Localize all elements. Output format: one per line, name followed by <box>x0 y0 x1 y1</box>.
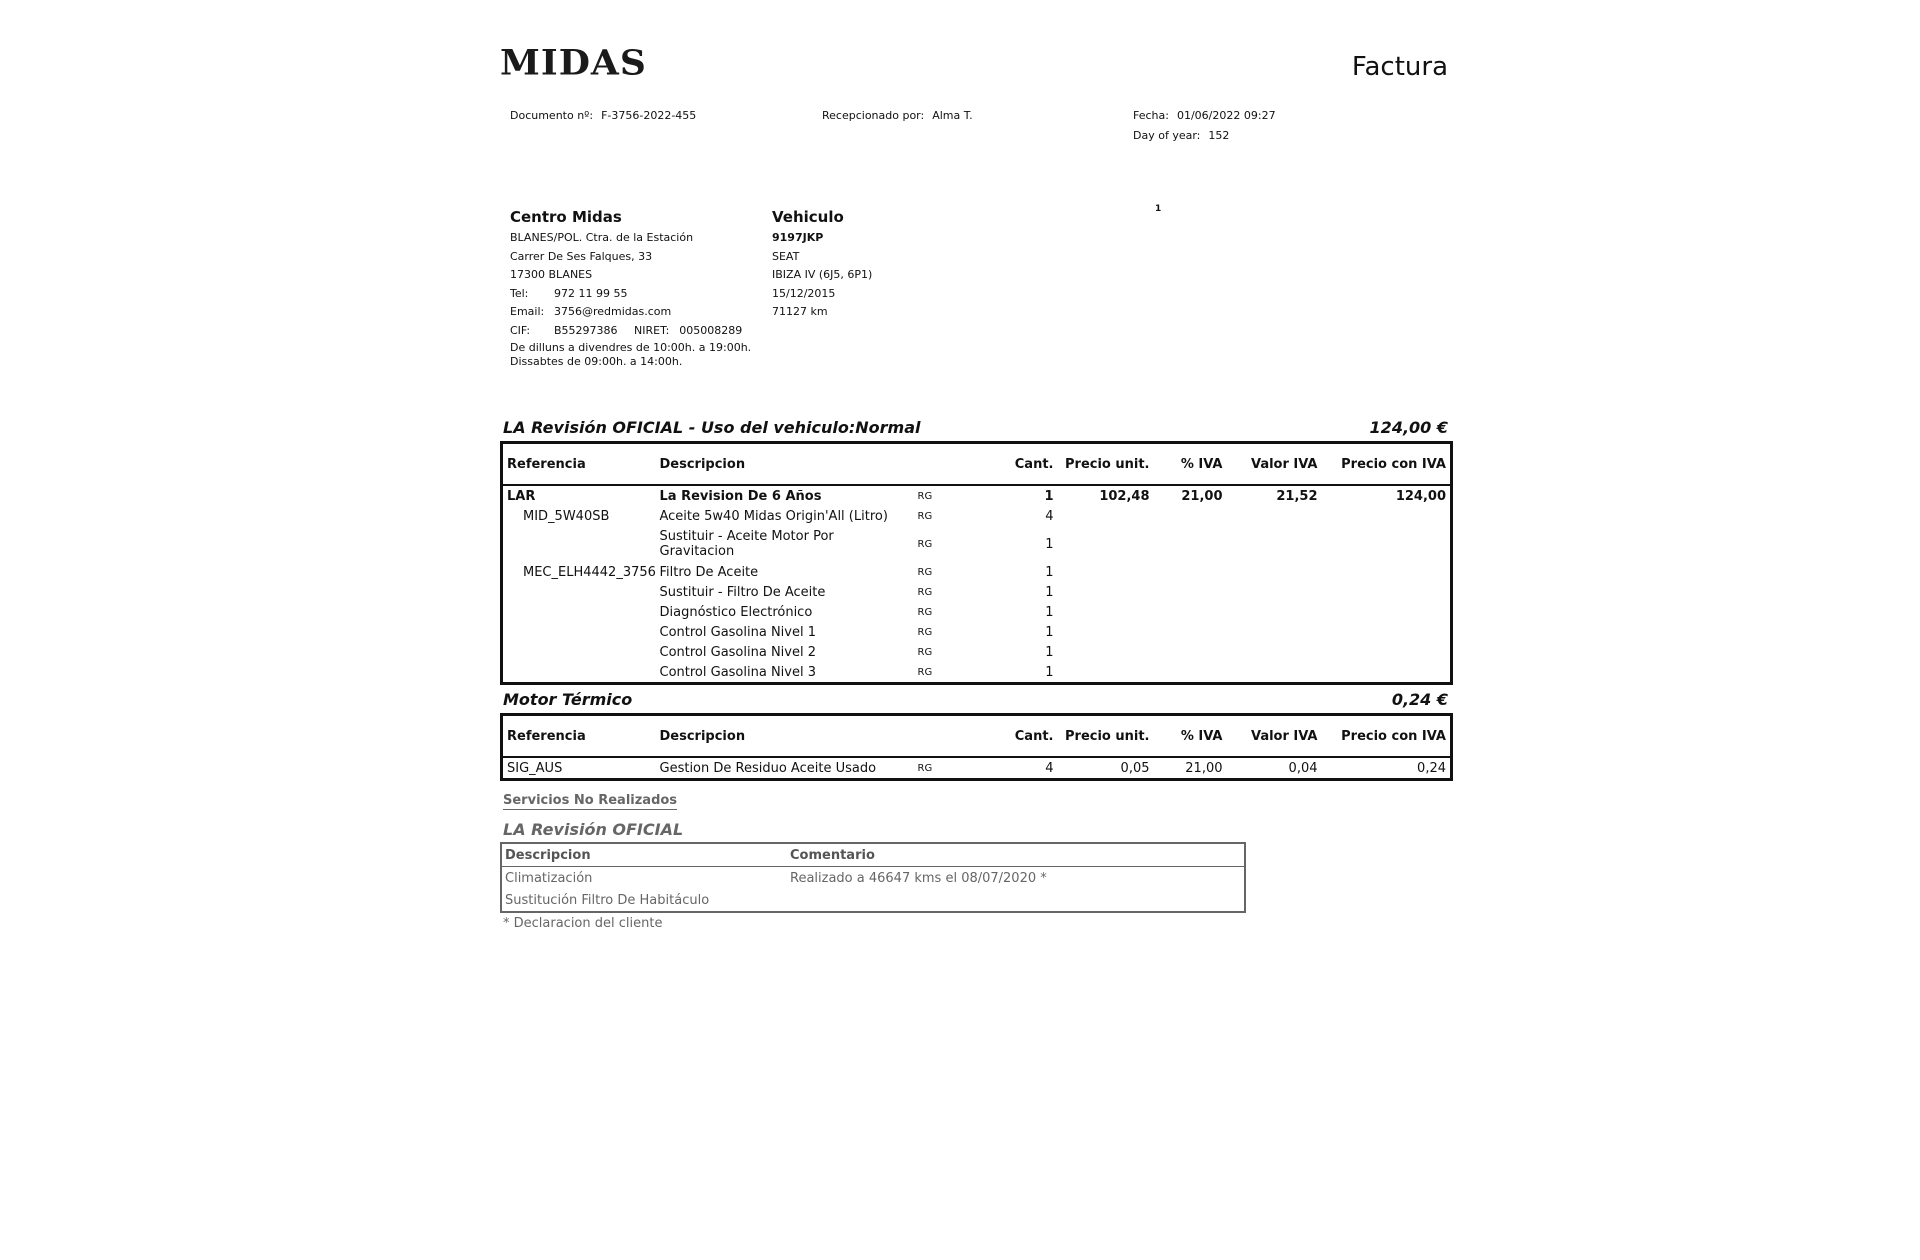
section-amount-motor: 0,24 € <box>1391 690 1448 709</box>
midas-logo: MIDAS <box>500 43 647 83</box>
invoice-page <box>500 0 1450 1260</box>
table-row: LAR La Revision De 6 Años RG 1 102,48 21,00 21,52 124,00 <box>507 488 1446 504</box>
col-vat-value: Valor IVA <box>1227 443 1322 486</box>
shop-phone: Tel: 972 11 99 55 <box>510 286 628 300</box>
vehicle-mileage: 71127 km <box>772 305 828 319</box>
col-reference: Referencia <box>502 715 656 758</box>
received-by: Recepcionado por: Alma T. <box>822 109 973 122</box>
table-row: Climatización Realizado a 46647 kms el 08/07/2020 * <box>505 870 1047 886</box>
table-header-row <box>501 843 1245 867</box>
col-comment: Comentario <box>787 843 1245 867</box>
table-row: MEC_ELH4442_3756 Filtro De Aceite RG 1 <box>523 564 1054 580</box>
shop-cif: CIF: B55297386 NIRET: 005008289 <box>510 323 743 337</box>
col-vat-percent: % IVA <box>1154 443 1227 486</box>
document-type-title: Factura <box>1351 52 1448 82</box>
shop-address-2: Carrer De Ses Falques, 33 <box>510 249 653 263</box>
client-declaration-footnote: * Declaracion del cliente <box>503 916 663 931</box>
revision-items-table <box>500 441 1453 685</box>
table-row: Control Gasolina Nivel 1 RG 1 <box>659 624 1054 640</box>
page-marker: 1 <box>1155 204 1162 214</box>
section-title-motor: Motor Térmico <box>503 690 633 709</box>
shop-info <box>510 208 760 369</box>
section-title-revision: LA Revisión OFICIAL - Uso del vehiculo:Normal <box>503 418 921 437</box>
col-vat-value: Valor IVA <box>1227 715 1322 758</box>
shop-hours-weekdays: De dilluns a divendres de 10:00h. a 19:00h. <box>510 340 752 354</box>
vehicle-make: SEAT <box>772 249 800 263</box>
shop-email: Email: 3756@redmidas.com <box>510 305 672 319</box>
shop-hours-saturday: Dissabtes de 09:00h. a 14:00h. <box>510 354 683 368</box>
vehicle-model: IBIZA IV (6J5, 6P1) <box>772 268 873 282</box>
col-total-price: Precio con IVA <box>1322 443 1452 486</box>
table-row: Sustituir - Filtro De Aceite RG 1 <box>659 584 1054 600</box>
shop-address-1: BLANES/POL. Ctra. de la Estación <box>510 231 694 244</box>
vehicle-registration-date: 15/12/2015 <box>772 286 836 300</box>
col-description: Descripcion <box>501 843 787 867</box>
col-description: Descripcion <box>656 443 914 486</box>
services-not-done-heading: Servicios No Realizados <box>503 793 678 808</box>
col-unit-price: Precio unit. <box>1058 443 1154 486</box>
document-number: Documento nº: F-3756-2022-455 <box>510 109 697 122</box>
table-row: MID_5W40SB Aceite 5w40 Midas Origin'All (Litro) RG 4 <box>523 508 1054 524</box>
services-not-done-section: LA Revisión OFICIAL <box>503 820 684 839</box>
table-row: Sustitución Filtro De Habitáculo <box>505 892 710 908</box>
col-quantity: Cant. <box>994 715 1058 758</box>
services-not-done-table <box>500 842 1246 913</box>
vehicle-plate: 9197JKP <box>772 231 824 244</box>
col-unit-price: Precio unit. <box>1058 715 1154 758</box>
invoice-date: Fecha: 01/06/2022 09:27 <box>1133 109 1276 122</box>
table-row: Sustituir - Aceite Motor Por Gravitacion RG 1 <box>659 529 1054 559</box>
table-row: SIG_AUS Gestion De Residuo Aceite Usado RG 4 0,05 21,00 0,04 0,24 <box>507 760 1446 776</box>
table-row: Control Gasolina Nivel 3 RG 1 <box>659 664 1054 680</box>
shop-address-3: 17300 BLANES <box>510 268 593 282</box>
table-header-row <box>502 715 1452 758</box>
vehicle-title: Vehiculo <box>772 208 844 226</box>
vehicle-info <box>772 208 1022 322</box>
section-amount-revision: 124,00 € <box>1369 418 1448 437</box>
table-row: Control Gasolina Nivel 2 RG 1 <box>659 644 1054 660</box>
motor-items-table <box>500 713 1453 781</box>
col-reference: Referencia <box>502 443 656 486</box>
table-row: Diagnóstico Electrónico RG 1 <box>659 604 1054 620</box>
col-description: Descripcion <box>656 715 914 758</box>
col-total-price: Precio con IVA <box>1322 715 1452 758</box>
table-header-row <box>502 443 1452 486</box>
shop-name: Centro Midas <box>510 208 622 226</box>
day-of-year: Day of year: 152 <box>1133 129 1230 142</box>
col-quantity: Cant. <box>994 443 1058 486</box>
col-vat-percent: % IVA <box>1154 715 1227 758</box>
